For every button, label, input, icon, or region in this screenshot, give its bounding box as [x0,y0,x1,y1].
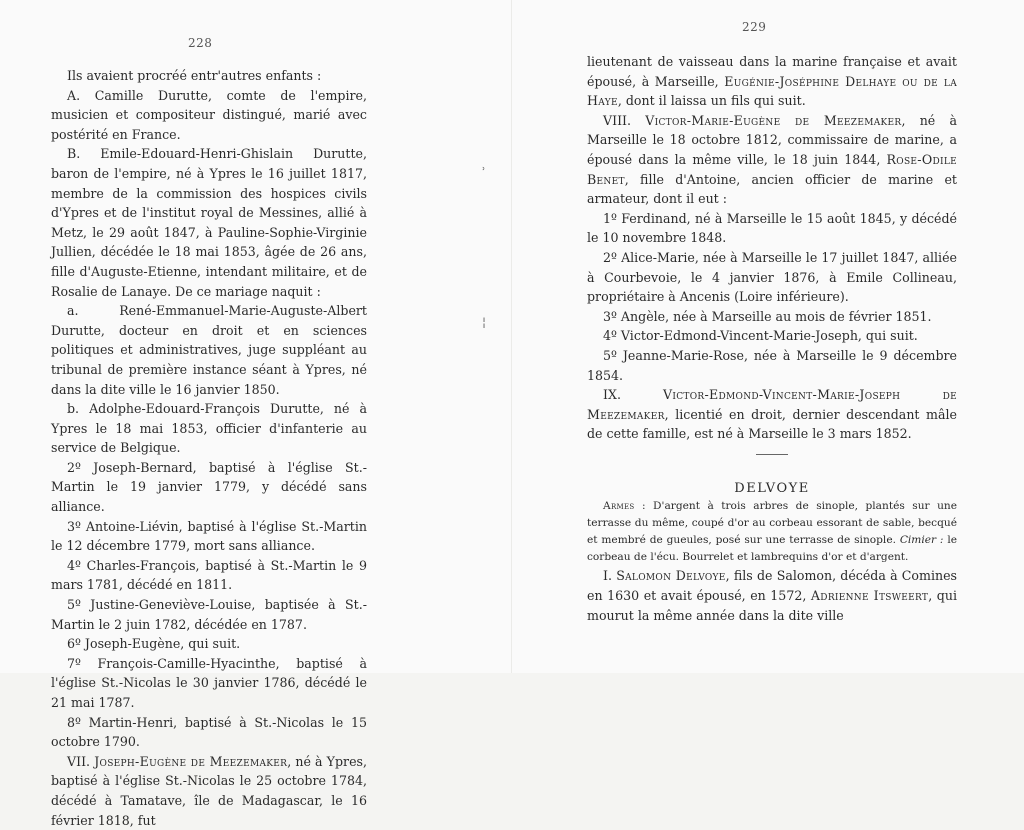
paragraph: b. Adolphe-Edouard-François Durutte, né à Ypres le 18 mai 1853, officier d'infanterie au service de Belgique. [51,401,367,456]
paragraph: 7º François-Camille-Hyacinthe, baptisé à l'église St.-Nicolas le 30 janvier 1786, décédé le 21 mai 1787. [51,655,367,710]
paragraph-text: , né à Marseille le 18 octobre 1812, commissaire de marine, a épousé dans la même ville, le 18 juin 1844, [587,112,957,167]
generation-vii [51,752,367,830]
person-name: Joseph-Eugène de Meezemaker [94,753,288,769]
person-name: Victor-Marie-Eugène de Meezemaker [645,112,902,128]
page-number-right: 229 [742,20,767,34]
generation-number: IX. [603,387,621,403]
arms-text: : D'argent à trois arbres de sinople, plantés sur une terrasse du même, coupé d'or au corbeau essorant de sable, becqué et membré de gueules, posé sur une terrasse de sinople. [587,500,957,547]
paragraph: 2º Joseph-Bernard, baptisé à l'église St.-Martin le 19 janvier 1779, y décédé sans alliance. [51,459,367,515]
left-page [0,0,512,828]
paragraph: 6º Joseph-Eugène, qui suit. [67,636,241,652]
paragraph: 8º Martin-Henri, baptisé à St.-Nicolas le 15 octobre 1790. [51,714,367,750]
arms-label: Armes [603,500,635,513]
paragraph-text: , licentié en droit, dernier descendant mâle de cette famille, est né à Marseille le 3 mars 1852. [587,406,957,442]
margin-mark: ¦ [482,315,487,329]
section-divider [756,454,788,455]
page-number-left: 228 [188,36,213,50]
list-item: 2º Alice-Marie, née à Marseille le 17 juillet 1847, alliée à Courbevoie, le 4 janvier 1876, à Emile Collineau, propriétaire à Ancenis (Loire inférieure). [587,249,957,305]
paragraph: 3º Antoine-Liévin, baptisé à l'église St.-Martin le 12 décembre 1779, mort sans alliance. [51,518,367,554]
person-name: Rose-Odile Benet [587,151,957,187]
paragraph-text: , qui mourut la même année dans la dite ville [587,588,957,623]
list-item: 3º Angèle, née à Marseille au mois de février 1851. [603,308,932,324]
paragraph: 5º Justine-Geneviève-Louise, baptisée à St.-Martin le 2 juin 1782, décédée en 1787. [51,597,367,632]
paragraph: 4º Charles-François, baptisé à St.-Martin le 9 mars 1781, décédé en 1811. [51,557,367,593]
cimier-label: Cimier : [899,534,944,547]
person-name: Victor-Edmond-Vincent-Marie-Joseph de Meezemaker [587,387,957,422]
generation-ix [587,385,957,444]
paragraph-text: , fils de Salomon, décéda à Comines en 1630 et avait épousé, en 1572, [587,568,958,604]
continued-paragraph [587,52,957,111]
generation-number: VIII. [603,112,632,128]
arms-description [587,498,957,566]
paragraph: B. Emile-Edouard-Henri-Ghislain Durutte, baron de l'empire, né à Ypres le 16 juillet 1817, membre de la commission des hospices civils d'Ypres et de l'institut royal de Messines, allié à Metz, le 29 août 1847, à Pauline-Sophie-Virginie Jullien, décédée le 18 mai 1853, âgée de 26 ans, fille d'Auguste-Etienne, intendant militaire, et de Rosalie de Lanaye. De ce mariage naquit : [51,146,367,299]
cimier-text: le corbeau de l'écu. Bourrelet et lambrequins d'or et d'argent. [587,534,958,564]
paragraph: Ils avaient procréé entr'autres enfants : [67,68,322,83]
paragraph: a. René-Emmanuel-Marie-Auguste-Albert Durutte, docteur en droit et en sciences politiques et administratives, juge suppléant au tribunal de première instance séant à Ypres, né dans la dite ville le 16 janvier 1850. [51,303,367,397]
paragraph-text: , dont il laissa un fils qui suit. [617,93,806,109]
generation-number: I. [603,568,612,584]
section-title: DELVOYE [734,480,810,496]
person-name: Salomon Delvoye [616,568,726,584]
paragraph-text: lieutenant de vaisseau dans la marine française et avait épousé, à Marseille, [587,54,957,89]
list-item: 5º Jeanne-Marie-Rose, née à Marseille le 9 décembre 1854. [587,347,957,383]
paragraph: A. Camille Durutte, comte de l'empire, musicien et compositeur distingué, marié avec postérité en France. [51,87,367,142]
paragraph-text: , fille d'Antoine, ancien officier de marine et armateur, dont il eut : [587,171,957,207]
right-page [482,0,1024,673]
generation-number: VII. [67,753,91,769]
generation-i [587,566,957,625]
person-name: Eugénie-Joséphine Delhaye ou de la Haye [587,73,958,109]
paragraph-text: , né à Ypres, baptisé à l'église St.-Nicolas le 25 octobre 1784, décédé à Tamatave, île de Madagascar, le 16 février 1818, fut [51,753,367,828]
list-item: 4º Victor-Edmond-Vincent-Marie-Joseph, qui suit. [603,328,918,344]
margin-mark: ʾ [482,165,486,179]
list-item: 1º Ferdinand, né à Marseille le 15 août 1845, y décédé le 10 novembre 1848. [587,210,957,246]
left-text-column [51,66,367,830]
person-name: Adrienne Itsweert [810,588,929,604]
generation-viii [587,111,957,209]
right-text-column [587,52,957,625]
